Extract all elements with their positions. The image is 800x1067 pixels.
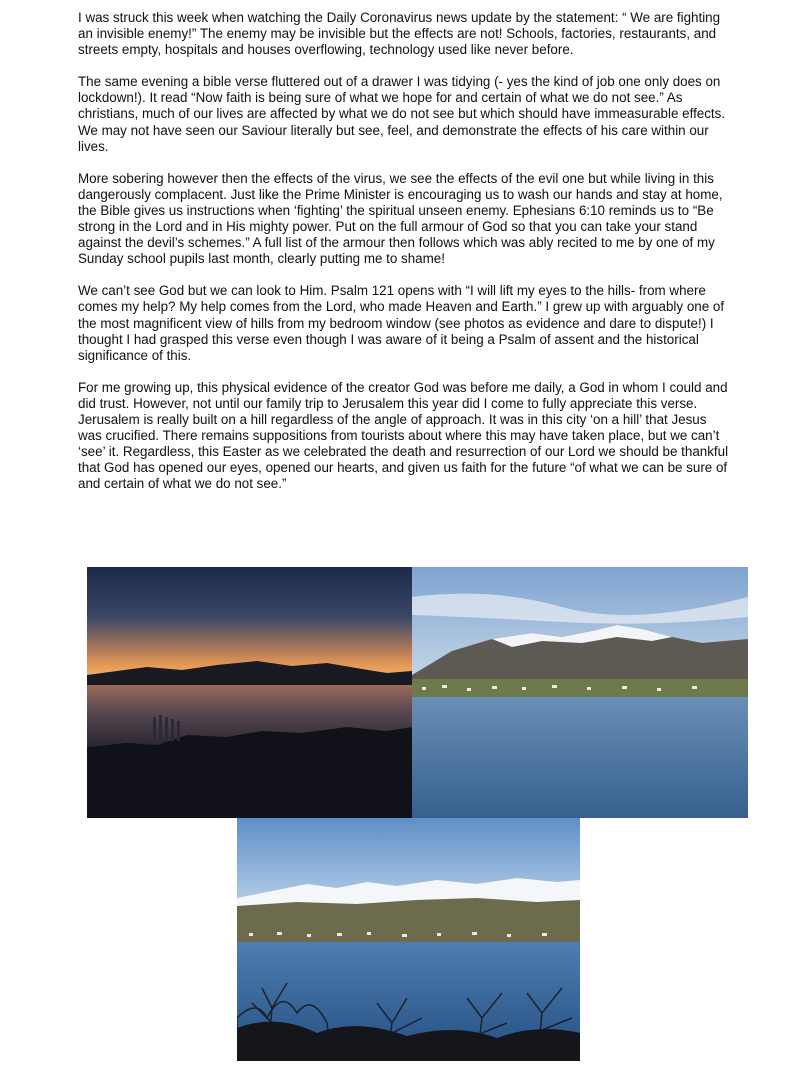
sunset-photo [87, 567, 412, 818]
paragraph-3: More sobering however then the effects of the virus, we see the effects of the evil one but while living in this dangerously complacent. Just like the Prime Minister is encouraging us to wash our hands and stay at home, the Bible gives us instructions when ‘fighting’ the spiritual unseen enemy. Ephesians 6:10 reminds us to “Be strong in the Lord and in His mighty power. Put on the full armour of God so that you can take your stand against the devil’s schemes.” A full list of the armour then follows which was ably recited to me by one of my Sunday school pupils last month, clearly putting me to shame! [78, 170, 723, 267]
snowy-hills-photo [237, 818, 580, 1061]
paragraph-4: We can’t see God but we can look to Him. Psalm 121 opens with “I will lift my eyes to the hills- from where comes my help? My help comes from the Lord, who made Heaven and Earth.” I grew up with arguably one of the most magnificent view of hills from my bedroom window (see photos as evidence and dare to dispute!) I thought I had grasped this verse even though I was aware of it being a Psalm of assent and the historical significance of this. [78, 283, 725, 363]
paragraph-1: I was struck this week when watching the Daily Coronavirus news update by the statement: “ We are fighting an invisible enemy!” The enemy may be invisible but the effects are not! Schools, factories, restaurants, and streets empty, hospitals and houses overflowing, technology used like never before. [78, 10, 721, 58]
paragraph-2: The same evening a bible verse fluttered out of a drawer I was tidying (- yes the kind of job one only does on lockdown!). It read “Now faith is being sure of what we hope for and certain of what we do not see.” As christians, much of our lives are affected by what we do not see but which should have immeasurable effects. We may not have seen our Saviour literally but see, feel, and demonstrate the effects of his care within our lives. [78, 74, 726, 154]
snowy-mountains-photo [412, 567, 748, 818]
paragraph-5: For me growing up, this physical evidence of the creator God was before me daily, a God in whom I could and did trust. However, not until our family trip to Jerusalem this year did I come to fully appreciate this verse. Jerusalem is really built on a hill regardless of the angle of approach. It was in this city ‘on a hill’ that Jesus was crucified. There remains suppositions from tourists about where this may have taken place, but we can’t ‘see’ it. Regardless, this Easter as we celebrated the death and resurrection of our Lord we should be thankful that God has opened our eyes, opened our hearts, and given us faith for the future “of what we can be sure of and certain of what we do not see.” [78, 379, 729, 492]
article-body [78, 10, 730, 508]
